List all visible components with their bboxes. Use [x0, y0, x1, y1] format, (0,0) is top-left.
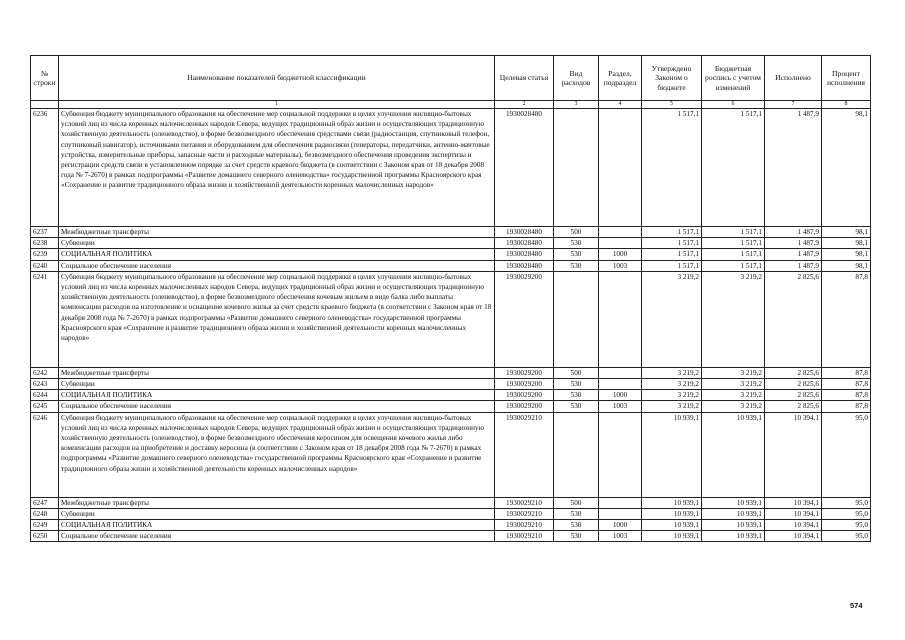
row-percent: 98,1	[822, 238, 871, 249]
row-budget: 1 517,1	[702, 227, 765, 238]
row-executed: 1 487,9	[765, 260, 822, 271]
row-type: 530	[554, 531, 599, 542]
row-target: 1930029200	[495, 390, 554, 401]
row-executed: 2 825,6	[765, 390, 822, 401]
row-executed: 10 394,1	[765, 531, 822, 542]
row-executed: 1 487,9	[765, 238, 822, 249]
table-row	[31, 412, 871, 497]
row-target: 1930029200	[495, 379, 554, 390]
row-section	[599, 109, 642, 227]
row-name: Межбюджетные трансферты	[59, 227, 495, 238]
table-row	[31, 271, 871, 367]
row-name: Социальное обеспечение населения	[59, 531, 495, 542]
column-index-cell: 5	[642, 101, 702, 109]
column-index-cell	[31, 101, 59, 109]
row-target: 1930029210	[495, 412, 554, 497]
row-executed: 2 825,6	[765, 401, 822, 412]
row-section: 1003	[599, 401, 642, 412]
row-name: СОЦИАЛЬНАЯ ПОЛИТИКА	[59, 249, 495, 260]
row-budget: 10 939,1	[702, 531, 765, 542]
row-approved: 10 939,1	[642, 497, 702, 508]
row-name: Субвенции	[59, 508, 495, 519]
row-percent: 98,1	[822, 249, 871, 260]
row-name: Социальное обеспечение населения	[59, 401, 495, 412]
row-section: 1000	[599, 390, 642, 401]
row-section	[599, 412, 642, 497]
row-type: 530	[554, 238, 599, 249]
row-executed: 2 825,6	[765, 271, 822, 367]
row-percent: 95,0	[822, 412, 871, 497]
row-target: 1930029210	[495, 531, 554, 542]
row-budget: 3 219,2	[702, 390, 765, 401]
row-number: 6249	[31, 520, 59, 531]
row-budget: 10 939,1	[702, 412, 765, 497]
row-name: Субвенции	[59, 238, 495, 249]
row-type: 530	[554, 401, 599, 412]
column-index-cell: 8	[822, 101, 871, 109]
header-expense-type: Вид расходов	[554, 56, 599, 101]
row-target: 1930028480	[495, 238, 554, 249]
row-type: 500	[554, 367, 599, 378]
row-target: 1930028480	[495, 249, 554, 260]
table-row	[31, 379, 871, 390]
row-percent: 87,8	[822, 379, 871, 390]
row-type: 530	[554, 260, 599, 271]
row-section	[599, 497, 642, 508]
table-row	[31, 520, 871, 531]
row-type	[554, 271, 599, 367]
table-row	[31, 249, 871, 260]
column-index-cell: 4	[599, 101, 642, 109]
row-target: 1930029200	[495, 271, 554, 367]
header-target-article: Целевая статья	[495, 56, 554, 101]
row-percent: 98,1	[822, 109, 871, 227]
row-target: 1930029210	[495, 497, 554, 508]
row-approved: 1 517,1	[642, 260, 702, 271]
row-name: СОЦИАЛЬНАЯ ПОЛИТИКА	[59, 390, 495, 401]
row-section	[599, 508, 642, 519]
row-executed: 10 394,1	[765, 508, 822, 519]
row-name: СОЦИАЛЬНАЯ ПОЛИТИКА	[59, 520, 495, 531]
row-target: 1930029210	[495, 508, 554, 519]
row-approved: 3 219,2	[642, 367, 702, 378]
row-executed: 1 487,9	[765, 109, 822, 227]
header-row-number: № строки	[31, 56, 59, 101]
row-target: 1930029200	[495, 401, 554, 412]
row-percent: 87,8	[822, 367, 871, 378]
row-executed: 2 825,6	[765, 379, 822, 390]
row-section: 1000	[599, 520, 642, 531]
row-number: 6241	[31, 271, 59, 367]
table-row	[31, 531, 871, 542]
row-approved: 10 939,1	[642, 520, 702, 531]
row-executed: 10 394,1	[765, 497, 822, 508]
row-type: 530	[554, 390, 599, 401]
row-executed: 1 487,9	[765, 227, 822, 238]
column-index-cell: 1	[59, 101, 495, 109]
row-type	[554, 412, 599, 497]
row-executed: 1 487,9	[765, 249, 822, 260]
column-index-cell: 2	[495, 101, 554, 109]
row-approved: 1 517,1	[642, 249, 702, 260]
row-section	[599, 367, 642, 378]
row-name: Субвенции	[59, 379, 495, 390]
header-percent: Процент исполнения	[822, 56, 871, 101]
header-approved: Утверждено Законом о бюджете	[642, 56, 702, 101]
row-percent: 87,8	[822, 390, 871, 401]
row-budget: 10 939,1	[702, 508, 765, 519]
row-percent: 95,0	[822, 497, 871, 508]
row-type: 500	[554, 227, 599, 238]
row-number: 6247	[31, 497, 59, 508]
table-row	[31, 367, 871, 378]
row-name: Межбюджетные трансферты	[59, 367, 495, 378]
row-type: 530	[554, 379, 599, 390]
row-approved: 10 939,1	[642, 531, 702, 542]
row-target: 1930028480	[495, 109, 554, 227]
row-section	[599, 227, 642, 238]
table-row	[31, 401, 871, 412]
row-name: Субвенция бюджету муниципального образования на обеспечение мер социальной поддержки в целях улучшения жилищно-бытовых условий лиц из числа коренных малочисленных народов Севера, ведущих традиционный образ жизни и осуществляющих традиционную хозяйственную деятельность (оленеводство), в форме безвозмездного обеспечения кочевым жильем в виде балка либо выплаты компенсации расходов на изготовление и оснащение кочевого жилья за счет средств краевого бюджета (в соответствии с Законом края от 18 декабря 2008 года № 7-2670) в рамках подпрограммы «Развитие домашнего северного оленеводства» государственной программы Красноярского края «Сохранение и развитие традиционного образа жизни и хозяйственной деятельности коренных малочисленных народов»	[59, 271, 495, 367]
row-number: 6236	[31, 109, 59, 227]
row-approved: 3 219,2	[642, 271, 702, 367]
row-section: 1000	[599, 249, 642, 260]
row-approved: 3 219,2	[642, 390, 702, 401]
row-section	[599, 271, 642, 367]
row-target: 1930029200	[495, 367, 554, 378]
row-number: 6237	[31, 227, 59, 238]
row-percent: 95,0	[822, 531, 871, 542]
row-number: 6246	[31, 412, 59, 497]
table-row	[31, 390, 871, 401]
table-row	[31, 497, 871, 508]
row-approved: 3 219,2	[642, 401, 702, 412]
row-section	[599, 379, 642, 390]
header-section: Раздел, подраздел	[599, 56, 642, 101]
row-section: 1003	[599, 531, 642, 542]
row-budget: 3 219,2	[702, 271, 765, 367]
row-type: 530	[554, 520, 599, 531]
row-name: Субвенция бюджету муниципального образования на обеспечение мер социальной поддержки в целях улучшения жилищно-бытовых условий лиц из числа коренных малочисленных народов Севера, ведущих традиционный образ жизни и осуществляющих традиционную хозяйственную деятельность (оленеводство), в форме безвозмездного обеспечения керосином для освещения кочевого жилья либо компенсации расходов на приобретение и доставку керосина (в соответствии с Законом края от 18 декабря 2008 года № 7-2670) в рамках подпрограммы «Развитие домашнего северного оленеводства» государственной программы Красноярского края «Сохранение и развитие традиционного образа жизни и хозяйственной деятельности коренных малочисленных народов»	[59, 412, 495, 497]
row-number: 6243	[31, 379, 59, 390]
row-percent: 98,1	[822, 227, 871, 238]
budget-table	[30, 55, 871, 542]
row-name: Субвенция бюджету муниципального образования на обеспечение мер социальной поддержки в целях улучшения жилищно-бытовых условий лиц из числа коренных малочисленных народов Севера, ведущих традиционный образ жизни и осуществляющих традиционную хозяйственную деятельность (оленеводство), в форме безвозмездного обеспечения средствами связи (радиостанция, спутниковый телефон, спутниковый навигатор), источниками питания и оборудованием для обеспечения радиосвязи (генераторы, передатчики, антенно-мачтовые устройства, измерительные приборы, запасные части и расходные материалы), безвозмездного обеспечения проведения экспертизы и регистрации средств связи в установленном порядке за счет средств краевого бюджета (в соответствии с Законом края от 18 декабря 2008 года № 7-2670) в рамках подпрограммы «Развитие домашнего северного оленеводства» государственной программы Красноярского края «Сохранение и развитие традиционного образа жизни и хозяйственной деятельности коренных малочисленных народов»	[59, 109, 495, 227]
table-row	[31, 260, 871, 271]
table-row	[31, 238, 871, 249]
column-index-cell: 7	[765, 101, 822, 109]
row-number: 6244	[31, 390, 59, 401]
row-number: 6238	[31, 238, 59, 249]
row-target: 1930028480	[495, 260, 554, 271]
table-row	[31, 227, 871, 238]
column-index-cell: 3	[554, 101, 599, 109]
row-budget: 1 517,1	[702, 238, 765, 249]
row-number: 6250	[31, 531, 59, 542]
row-number: 6240	[31, 260, 59, 271]
row-budget: 3 219,2	[702, 379, 765, 390]
row-section: 1003	[599, 260, 642, 271]
row-number: 6248	[31, 508, 59, 519]
row-section	[599, 238, 642, 249]
column-index-cell: 6	[702, 101, 765, 109]
row-type: 530	[554, 508, 599, 519]
row-budget: 1 517,1	[702, 249, 765, 260]
row-approved: 1 517,1	[642, 238, 702, 249]
row-target: 1930028480	[495, 227, 554, 238]
row-percent: 87,8	[822, 271, 871, 367]
header-budget-list: Бюджетная роспись с учетом изменений	[702, 56, 765, 101]
row-approved: 10 939,1	[642, 412, 702, 497]
row-type: 530	[554, 249, 599, 260]
header-indicator-name: Наименование показателей бюджетной классификации	[59, 56, 495, 101]
row-executed: 2 825,6	[765, 367, 822, 378]
row-budget: 1 517,1	[702, 260, 765, 271]
row-percent: 95,0	[822, 520, 871, 531]
row-type	[554, 109, 599, 227]
row-budget: 10 939,1	[702, 520, 765, 531]
column-index-row	[31, 101, 871, 109]
row-budget: 1 517,1	[702, 109, 765, 227]
row-budget: 10 939,1	[702, 497, 765, 508]
row-approved: 3 219,2	[642, 379, 702, 390]
row-executed: 10 394,1	[765, 412, 822, 497]
row-percent: 87,8	[822, 401, 871, 412]
row-percent: 98,1	[822, 260, 871, 271]
row-name: Межбюджетные трансферты	[59, 497, 495, 508]
header-executed: Исполнено	[765, 56, 822, 101]
row-budget: 3 219,2	[702, 401, 765, 412]
header-row	[31, 56, 871, 101]
row-number: 6239	[31, 249, 59, 260]
table-row	[31, 508, 871, 519]
row-number: 6245	[31, 401, 59, 412]
row-number: 6242	[31, 367, 59, 378]
row-approved: 1 517,1	[642, 227, 702, 238]
row-approved: 10 939,1	[642, 508, 702, 519]
row-approved: 1 517,1	[642, 109, 702, 227]
row-budget: 3 219,2	[702, 367, 765, 378]
row-executed: 10 394,1	[765, 520, 822, 531]
page-number: 574	[850, 601, 863, 610]
row-percent: 95,0	[822, 508, 871, 519]
row-type: 500	[554, 497, 599, 508]
row-target: 1930029210	[495, 520, 554, 531]
table-row	[31, 109, 871, 227]
row-name: Социальное обеспечение населения	[59, 260, 495, 271]
